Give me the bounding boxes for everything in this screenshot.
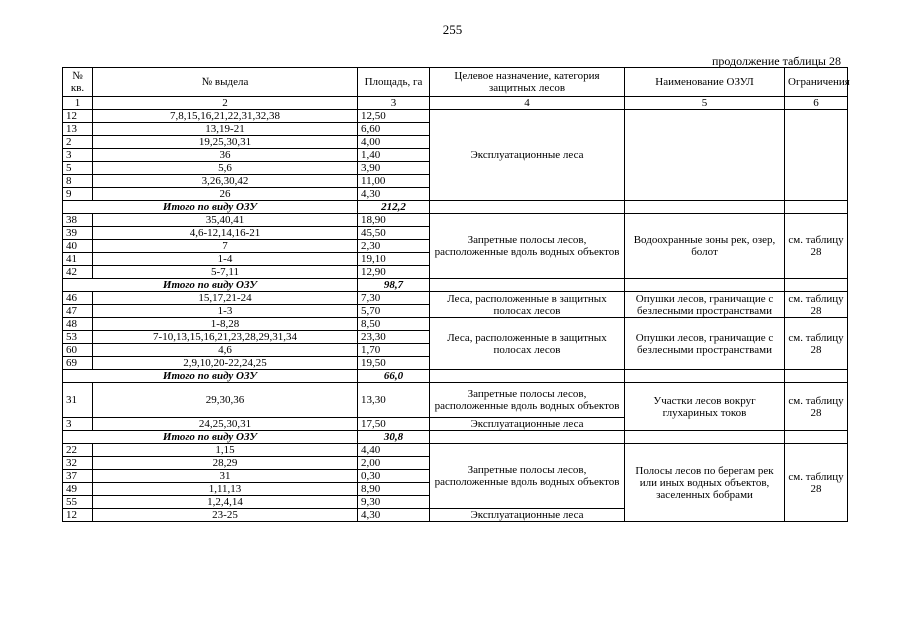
cell-kv: 42 xyxy=(63,266,93,279)
empty-cell xyxy=(625,201,785,214)
cell-kv: 53 xyxy=(63,331,93,344)
empty-cell xyxy=(430,431,625,444)
cell-ozul: Полосы лесов по берегам рек или иных водных объектов, заселенных бобрами xyxy=(625,444,785,522)
col-number: 5 xyxy=(625,97,785,110)
empty-cell xyxy=(785,201,848,214)
cell-vydel: 35,40,41 xyxy=(93,214,358,227)
cell-ozul: Опушки лесов, граничащие с безлесными пространствами xyxy=(625,318,785,370)
cell-kv: 12 xyxy=(63,110,93,123)
cell-area: 6,60 xyxy=(358,123,430,136)
cell-kv: 55 xyxy=(63,496,93,509)
cell-area: 4,30 xyxy=(358,509,430,522)
header-ozul: Наименование ОЗУЛ xyxy=(625,68,785,97)
total-label: Итого по виду ОЗУ xyxy=(63,370,358,383)
cell-vydel: 3,26,30,42 xyxy=(93,175,358,188)
cell-limits xyxy=(785,110,848,201)
cell-kv: 13 xyxy=(63,123,93,136)
cell-vydel: 1,2,4,14 xyxy=(93,496,358,509)
cell-ozul: Водоохранные зоны рек, озер, болот xyxy=(625,214,785,279)
cell-vydel: 7,8,15,16,21,22,31,32,38 xyxy=(93,110,358,123)
empty-cell xyxy=(785,431,848,444)
cell-kv: 40 xyxy=(63,240,93,253)
cell-vydel: 31 xyxy=(93,470,358,483)
cell-vydel: 28,29 xyxy=(93,457,358,470)
cell-purpose: Запретные полосы лесов, расположенные вдоль водных объектов xyxy=(430,444,625,509)
cell-kv: 22 xyxy=(63,444,93,457)
cell-purpose: Эксплуатационные леса xyxy=(430,110,625,201)
cell-vydel: 24,25,30,31 xyxy=(93,418,358,431)
cell-area: 2,00 xyxy=(358,457,430,470)
empty-cell xyxy=(785,279,848,292)
empty-cell xyxy=(625,431,785,444)
cell-purpose: Эксплуатационные леса xyxy=(430,418,625,431)
header-limits: Ограничения xyxy=(785,68,848,97)
cell-purpose: Эксплуатационные леса xyxy=(430,509,625,522)
cell-limits: см. таблицу 28 xyxy=(785,214,848,279)
col-number: 3 xyxy=(358,97,430,110)
col-number: 1 xyxy=(63,97,93,110)
cell-kv: 60 xyxy=(63,344,93,357)
total-value: 98,7 xyxy=(358,279,430,292)
empty-cell xyxy=(625,279,785,292)
cell-area: 5,70 xyxy=(358,305,430,318)
table-continuation-caption: продолжение таблицы 28 xyxy=(711,54,841,68)
cell-vydel: 2,9,10,20-22,24,25 xyxy=(93,357,358,370)
cell-area: 4,40 xyxy=(358,444,430,457)
cell-area: 45,50 xyxy=(358,227,430,240)
header-kv: № кв. xyxy=(63,68,93,97)
cell-area: 4,30 xyxy=(358,188,430,201)
cell-vydel: 5-7,11 xyxy=(93,266,358,279)
empty-cell xyxy=(430,201,625,214)
protected-forest-table xyxy=(62,67,848,522)
total-row xyxy=(63,370,848,383)
cell-vydel: 4,6 xyxy=(93,344,358,357)
total-label: Итого по виду ОЗУ xyxy=(63,201,358,214)
cell-kv: 9 xyxy=(63,188,93,201)
cell-kv: 49 xyxy=(63,483,93,496)
total-label: Итого по виду ОЗУ xyxy=(63,279,358,292)
cell-purpose: Запретные полосы лесов, расположенные вдоль водных объектов xyxy=(430,383,625,418)
cell-vydel: 23-25 xyxy=(93,509,358,522)
cell-vydel: 5,6 xyxy=(93,162,358,175)
cell-kv: 3 xyxy=(63,149,93,162)
cell-kv: 38 xyxy=(63,214,93,227)
total-value: 66,0 xyxy=(358,370,430,383)
cell-kv: 3 xyxy=(63,418,93,431)
total-row xyxy=(63,279,848,292)
cell-area: 18,90 xyxy=(358,214,430,227)
cell-limits: см. таблицу 28 xyxy=(785,444,848,522)
cell-purpose: Запретные полосы лесов, расположенные вдоль водных объектов xyxy=(430,214,625,279)
cell-area: 12,50 xyxy=(358,110,430,123)
total-value: 212,2 xyxy=(358,201,430,214)
cell-vydel: 4,6-12,14,16-21 xyxy=(93,227,358,240)
cell-vydel: 19,25,30,31 xyxy=(93,136,358,149)
cell-kv: 48 xyxy=(63,318,93,331)
cell-kv: 8 xyxy=(63,175,93,188)
cell-kv: 12 xyxy=(63,509,93,522)
cell-kv: 47 xyxy=(63,305,93,318)
cell-vydel: 29,30,36 xyxy=(93,383,358,418)
cell-kv: 41 xyxy=(63,253,93,266)
cell-area: 13,30 xyxy=(358,383,430,418)
table-row xyxy=(63,214,848,227)
cell-kv: 39 xyxy=(63,227,93,240)
cell-area: 9,30 xyxy=(358,496,430,509)
cell-area: 1,70 xyxy=(358,344,430,357)
table-row xyxy=(63,444,848,457)
table-row xyxy=(63,383,848,418)
empty-cell xyxy=(625,370,785,383)
empty-cell xyxy=(430,279,625,292)
total-label: Итого по виду ОЗУ xyxy=(63,431,358,444)
total-value: 30,8 xyxy=(358,431,430,444)
empty-cell xyxy=(785,370,848,383)
cell-vydel: 26 xyxy=(93,188,358,201)
cell-vydel: 36 xyxy=(93,149,358,162)
cell-area: 3,90 xyxy=(358,162,430,175)
table-row xyxy=(63,292,848,305)
cell-kv: 5 xyxy=(63,162,93,175)
empty-cell xyxy=(430,370,625,383)
cell-vydel: 7 xyxy=(93,240,358,253)
cell-kv: 32 xyxy=(63,457,93,470)
header-vydel: № выдела xyxy=(93,68,358,97)
total-row xyxy=(63,431,848,444)
total-row xyxy=(63,201,848,214)
cell-area: 2,30 xyxy=(358,240,430,253)
cell-vydel: 13,19-21 xyxy=(93,123,358,136)
header-area: Площадь, га xyxy=(358,68,430,97)
cell-area: 8,90 xyxy=(358,483,430,496)
cell-vydel: 7-10,13,15,16,21,23,28,29,31,34 xyxy=(93,331,358,344)
cell-kv: 2 xyxy=(63,136,93,149)
cell-kv: 46 xyxy=(63,292,93,305)
cell-area: 23,30 xyxy=(358,331,430,344)
cell-area: 12,90 xyxy=(358,266,430,279)
cell-area: 8,50 xyxy=(358,318,430,331)
col-number: 4 xyxy=(430,97,625,110)
cell-area: 17,50 xyxy=(358,418,430,431)
cell-purpose: Леса, расположенные в защитных полосах лесов xyxy=(430,318,625,370)
cell-vydel: 1,15 xyxy=(93,444,358,457)
cell-area: 1,40 xyxy=(358,149,430,162)
col-number: 2 xyxy=(93,97,358,110)
cell-area: 19,50 xyxy=(358,357,430,370)
cell-kv: 69 xyxy=(63,357,93,370)
col-number: 6 xyxy=(785,97,848,110)
cell-ozul: Участки лесов вокруг глухариных токов xyxy=(625,383,785,431)
cell-purpose: Леса, расположенные в защитных полосах лесов xyxy=(430,292,625,318)
cell-area: 11,00 xyxy=(358,175,430,188)
cell-limits: см. таблицу 28 xyxy=(785,292,848,318)
page-number: 255 xyxy=(442,22,463,37)
cell-vydel: 1-3 xyxy=(93,305,358,318)
cell-kv: 37 xyxy=(63,470,93,483)
cell-limits: см. таблицу 28 xyxy=(785,383,848,431)
cell-area: 7,30 xyxy=(358,292,430,305)
cell-kv: 31 xyxy=(63,383,93,418)
header-purpose: Целевое назначение, категория защитных лесов xyxy=(430,68,625,97)
cell-ozul xyxy=(625,110,785,201)
cell-area: 4,00 xyxy=(358,136,430,149)
cell-area: 0,30 xyxy=(358,470,430,483)
cell-vydel: 1-4 xyxy=(93,253,358,266)
table-row xyxy=(63,110,848,123)
table-row xyxy=(63,318,848,331)
cell-limits: см. таблицу 28 xyxy=(785,318,848,370)
cell-vydel: 15,17,21-24 xyxy=(93,292,358,305)
cell-ozul: Опушки лесов, граничащие с безлесными пространствами xyxy=(625,292,785,318)
cell-vydel: 1,11,13 xyxy=(93,483,358,496)
cell-area: 19,10 xyxy=(358,253,430,266)
cell-vydel: 1-8,28 xyxy=(93,318,358,331)
